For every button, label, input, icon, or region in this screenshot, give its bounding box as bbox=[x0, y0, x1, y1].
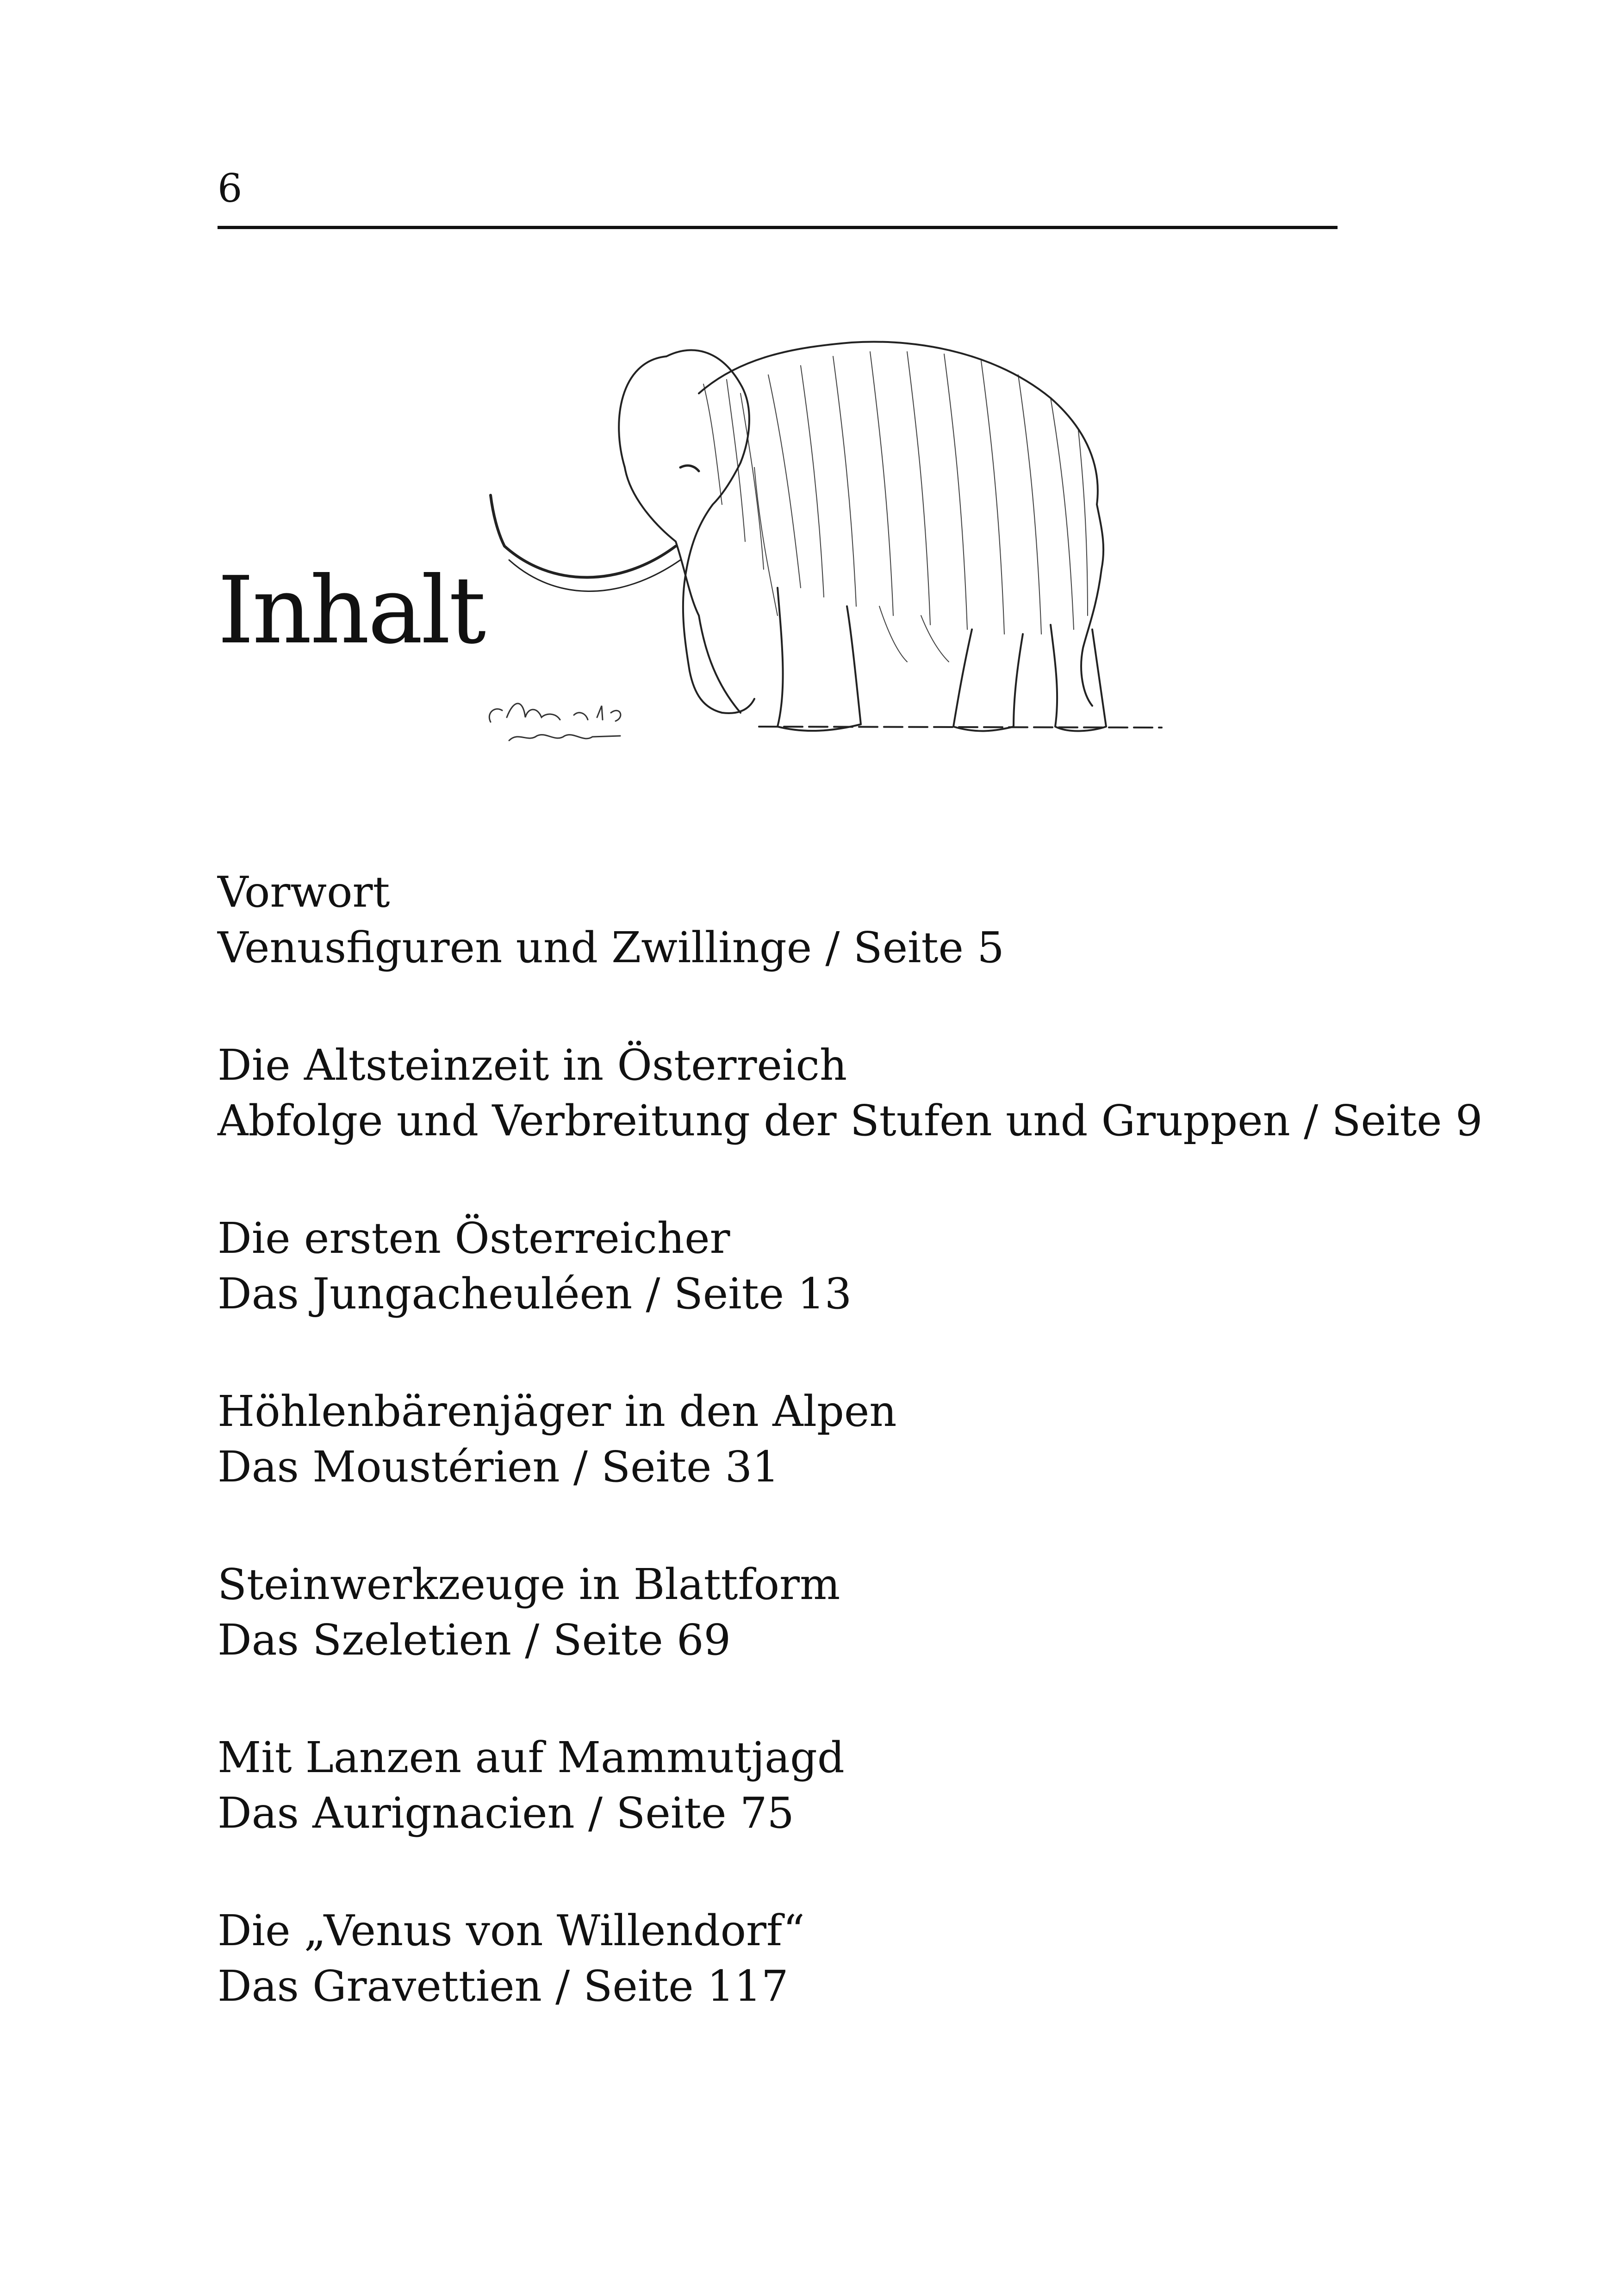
toc-entry-title: Höhlenbärenjäger in den Alpen bbox=[218, 1387, 897, 1436]
toc-entry-title: Die „Venus von Willendorf“ bbox=[218, 1906, 805, 1955]
page-title: Inhalt bbox=[218, 557, 485, 665]
toc-entry-subtitle: Das Moustérien / Seite 31 bbox=[218, 1442, 779, 1492]
table-of-contents bbox=[218, 865, 1483, 2076]
toc-entry-title: Die ersten Österreicher bbox=[218, 1213, 730, 1263]
page-number: 6 bbox=[218, 166, 243, 211]
toc-entry-subtitle: Abfolge und Verbreitung der Stufen und Gruppen / Seite 9 bbox=[218, 1096, 1483, 1145]
toc-entry-title: Steinwerkzeuge in Blattform bbox=[218, 1560, 840, 1609]
toc-entry bbox=[218, 1384, 1467, 1495]
toc-entry bbox=[218, 1038, 1483, 1149]
toc-entry bbox=[218, 865, 1467, 976]
signature-icon bbox=[489, 703, 621, 740]
toc-entry-subtitle: Das Jungacheuléen / Seite 13 bbox=[218, 1269, 852, 1319]
toc-entry-subtitle: Das Szeletien / Seite 69 bbox=[218, 1615, 731, 1665]
toc-entry-title: Mit Lanzen auf Mammutjagd bbox=[218, 1733, 845, 1782]
toc-entry bbox=[218, 1903, 1467, 2014]
toc-entry-subtitle: Das Gravettien / Seite 117 bbox=[218, 1961, 789, 2011]
mammoth-illustration bbox=[481, 329, 1185, 801]
toc-entry bbox=[218, 1557, 1467, 1668]
toc-entry-subtitle: Das Aurignacien / Seite 75 bbox=[218, 1788, 794, 1838]
toc-entry bbox=[218, 1211, 1467, 1322]
toc-entry-title: Vorwort bbox=[218, 867, 390, 917]
header-rule bbox=[218, 226, 1338, 229]
toc-entry-subtitle: Venusfiguren und Zwillinge / Seite 5 bbox=[218, 923, 1004, 972]
toc-entry bbox=[218, 1730, 1467, 1841]
toc-entry-title: Die Altsteinzeit in Österreich bbox=[218, 1040, 847, 1090]
